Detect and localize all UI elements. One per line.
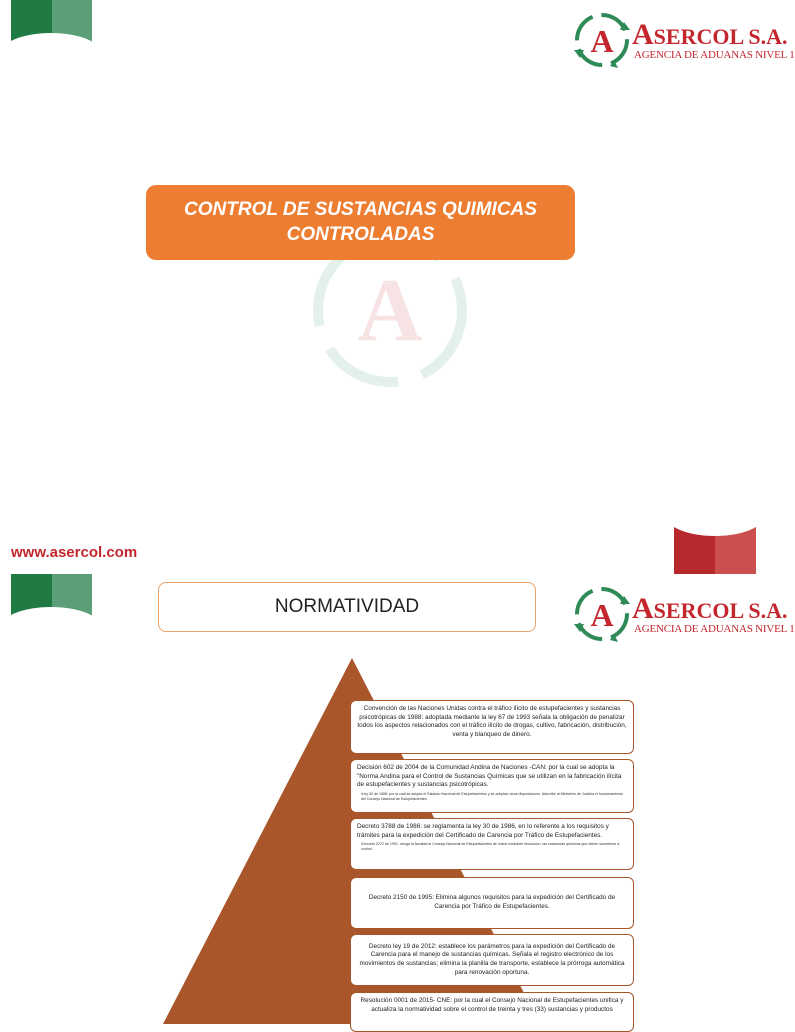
title-line-2: CONTROLADAS: [286, 223, 435, 245]
logo-brand-text: ASERCOL S.A.: [632, 592, 788, 625]
svg-text:A: A: [590, 597, 614, 633]
norm-card-4: Decreto 2150 de 1995: Elimina algunos requisitos para la expedición del Certificado de Carencia por Tráfico de Estupefacientes.: [350, 877, 634, 929]
website-url: www.asercol.com: [11, 544, 138, 561]
svg-text:A: A: [357, 261, 423, 360]
normatividad-slide: [0, 574, 795, 1024]
asercol-logo: [570, 8, 795, 80]
slide-title: [146, 185, 575, 260]
norm-card-1: Convención de las Naciones Unidas contra el tráfico ilícito de estupefacientes y sustancias psicotrópicas de 1988: adoptada mediante la ley 67 de 1993 señala la obligación de penalizar todos los aspectos relacionados con el tráfico ilícito de drogas, cultivo, fabricación, distribución, venta y blanqueo de dinero.: [350, 700, 634, 754]
logo-emblem-icon: [570, 8, 634, 72]
svg-text:A: A: [590, 23, 614, 59]
norm-card-2: Decisión 602 de 2004 de la Comunidad Andina de Naciones -CAN: por la cual se adopta la "Norma Andina para el Control de Sustancias Químicas que se utilizan en la fabricación ilícita de estupefacientes y sustancias psicotrópicas. • Ley 30 de 1986: por la cual se adopta el Estatuto Nacional de Estupefacientes y se adoptan otras disposiciones. Adscribe al Ministerio de Justicia el funcionamiento del Consejo Nacional de Estupefacientes.: [350, 759, 634, 813]
norm-card-6: Resolución 0001 de 2015- CNE: por la cual el Consejo Nacional de Estupefacientes unifica y actualiza la normatividad sobre el control de treinta y tres (33) sustancias y productos: [350, 992, 634, 1032]
green-corner-banner: [11, 0, 92, 50]
logo-tagline: AGENCIA DE ADUANAS NIVEL 1: [634, 623, 795, 635]
logo-tagline: AGENCIA DE ADUANAS NIVEL 1: [634, 49, 795, 61]
title-line-1: CONTROL DE SUSTANCIAS QUIMICAS: [184, 198, 537, 220]
section-title: NORMATIVIDAD: [158, 582, 536, 632]
red-corner-banner: [674, 522, 756, 574]
norm-card-5: Decreto ley 19 de 2012: establece los parámetros para la expedición del Certificado de Carencia para el manejo de sustancias químicas. Señala el registro electrónico de los movimientos de sustancias; elimina la planilla de transporte, establece la prórroga automática para renovación oportuna.: [350, 934, 634, 986]
norm-card-3: Decreto 3788 de 1986: se reglamenta la ley 30 de 1986, en lo referente a los requisitos y trámites para la expedición del Certificado de Carencia por Tráfico de Estupefacientes. • Decreto 2272 de 1991: otorga la facultad al Consejo Nacional de Estupefacientes de incluir mediante resolución, las sustancias químicas que deben someterse a control.: [350, 818, 634, 870]
logo-brand-text: ASERCOL S.A.: [632, 18, 788, 51]
